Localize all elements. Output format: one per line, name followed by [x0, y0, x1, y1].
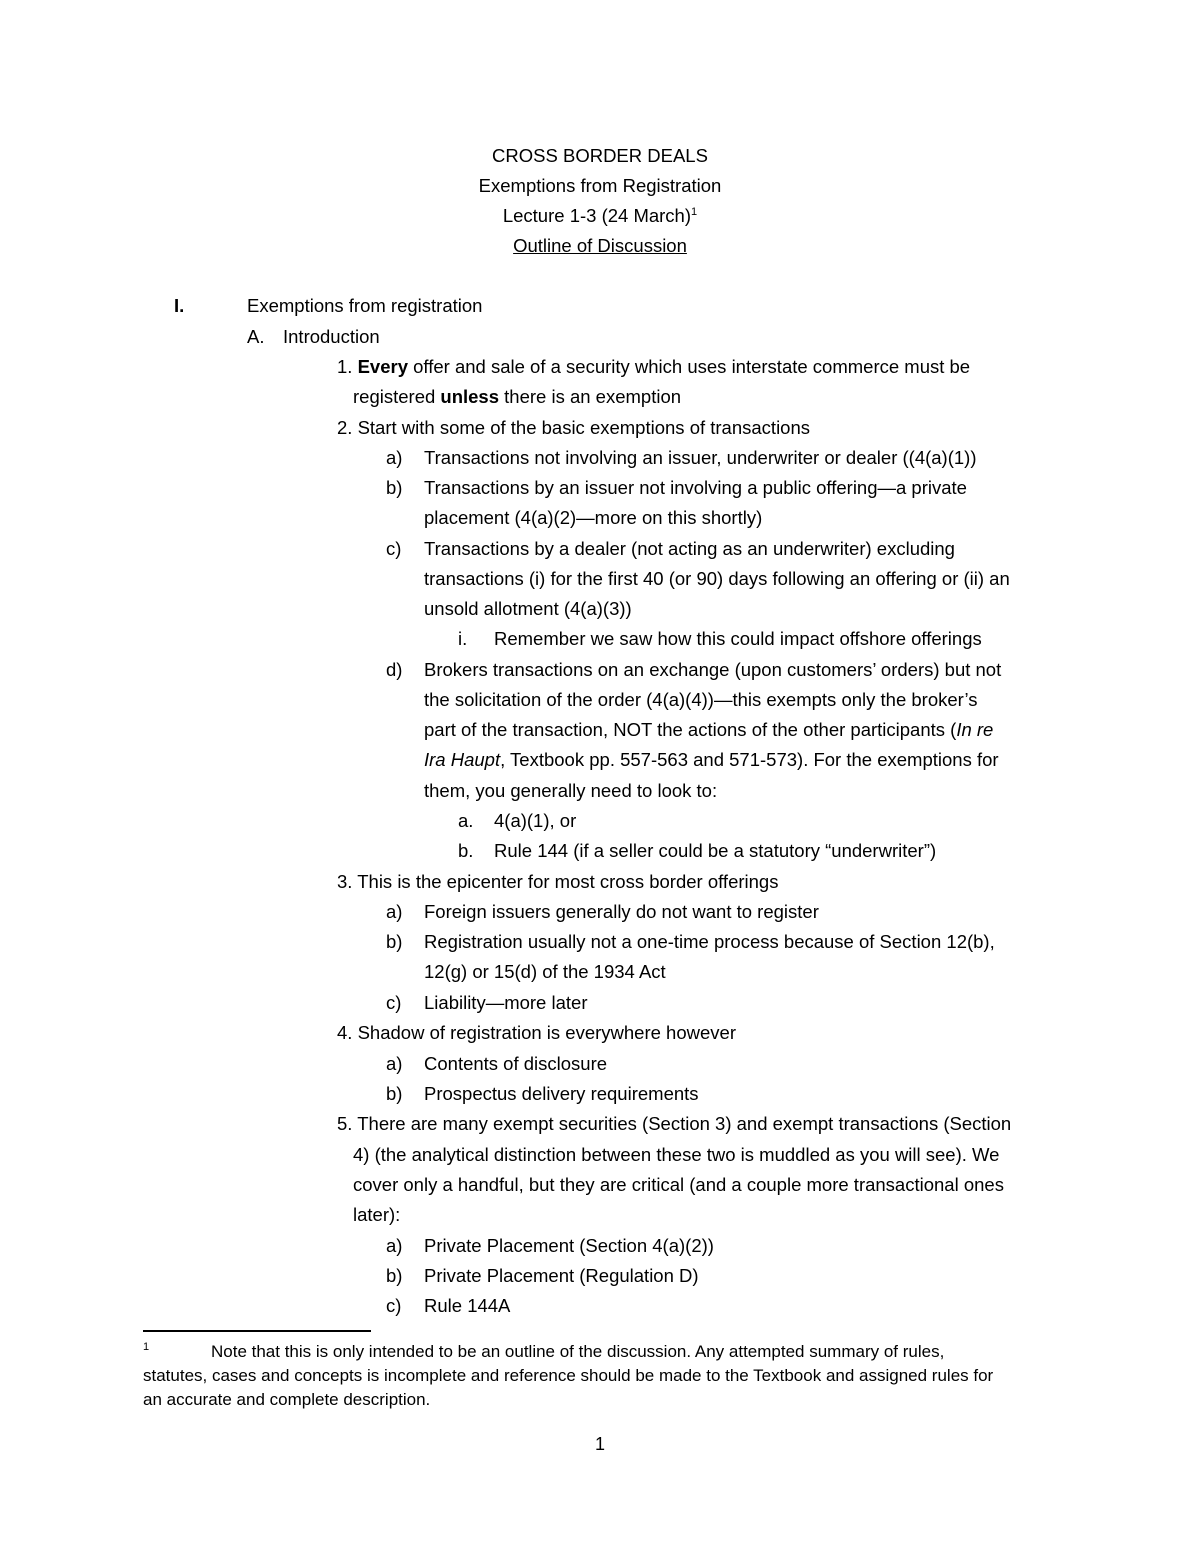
- list-item: Private Placement (Section 4(a)(2)): [424, 1235, 714, 1256]
- item-marker: c): [386, 1295, 402, 1316]
- lecture-line: [0, 201, 1200, 231]
- case-name: In re: [956, 719, 994, 740]
- section-heading: Exemptions from registration: [247, 295, 483, 316]
- list-item: Transactions not involving an issuer, underwriter or dealer ((4(a)(1)): [424, 447, 977, 468]
- emphasis-text: unless: [440, 386, 500, 407]
- item-marker: a): [386, 1053, 403, 1074]
- page-number: 1: [594, 1434, 605, 1454]
- outline-heading-text: Outline of Discussion: [513, 235, 687, 256]
- list-item: Contents of disclosure: [424, 1053, 608, 1074]
- list-item: 5. There are many exempt securities (Section 3) and exempt transactions (Section: [337, 1113, 1012, 1134]
- list-item-continuation: transactions (i) for the first 40 (or 90) days following an offering or (ii) an: [424, 568, 1010, 589]
- emphasis-text: Every: [357, 356, 408, 377]
- item-marker: b): [386, 1083, 403, 1104]
- list-item: Brokers transactions on an exchange (upon customers’ orders) but not: [424, 659, 1002, 680]
- list-item-continuation: them, you generally need to look to:: [424, 780, 718, 801]
- item-marker: a): [386, 447, 403, 468]
- list-item-continuation: cover only a handful, but they are critical (and a couple more transactional ones: [353, 1174, 1004, 1195]
- footnote-separator: [143, 1330, 371, 1332]
- item-marker: a): [386, 1235, 403, 1256]
- item-marker: b): [386, 477, 403, 498]
- list-item: Rule 144A: [424, 1295, 511, 1316]
- list-item: Rule 144 (if a seller could be a statutory “underwriter”): [494, 840, 937, 861]
- case-name: Ira Haupt: [424, 749, 501, 770]
- footnote-ref: 1: [691, 205, 698, 218]
- item-marker: b): [386, 1265, 403, 1286]
- list-item: Liability—more later: [424, 992, 588, 1013]
- list-item-continuation: unsold allotment (4(a)(3)): [424, 598, 632, 619]
- item-marker: a): [386, 901, 403, 922]
- list-item: 3. This is the epicenter for most cross border offerings: [337, 871, 779, 892]
- footnote-line: statutes, cases and concepts is incomplete and reference should be made to the Textbook and assigned rules for: [143, 1366, 994, 1385]
- list-item: Transactions by a dealer (not acting as an underwriter) excluding: [424, 538, 955, 559]
- footnote-line: an accurate and complete description.: [143, 1390, 431, 1409]
- subsection-number: A.: [247, 326, 265, 347]
- item-marker: c): [386, 538, 402, 559]
- list-item-continuation: placement (4(a)(2)—more on this shortly): [424, 507, 763, 528]
- list-item: Registration usually not a one-time process because of Section 12(b),: [424, 931, 995, 952]
- section-number: I.: [174, 295, 185, 316]
- doc-subtitle: Exemptions from Registration: [478, 175, 722, 196]
- item-marker: b): [386, 931, 403, 952]
- list-item-continuation: 4) (the analytical distinction between these two is muddled as you will see). We: [353, 1144, 1000, 1165]
- list-item: 4(a)(1), or: [494, 810, 577, 831]
- list-item: Transactions by an issuer not involving a public offering—a private: [424, 477, 967, 498]
- list-item: Foreign issuers generally do not want to register: [424, 901, 819, 922]
- subsection-heading: Introduction: [283, 326, 380, 347]
- footnote-line: 1 Note that this is only intended to be an outline of the discussion. Any attempted summary of rules,: [143, 1341, 945, 1361]
- list-item: 1. Every offer and sale of a security which uses interstate commerce must be: [337, 356, 971, 377]
- list-item-continuation: Ira Haupt, Textbook pp. 557-563 and 571-573). For the exemptions for: [424, 749, 999, 770]
- list-item: Remember we saw how this could impact offshore offerings: [494, 628, 982, 649]
- list-item-continuation: registered unless there is an exemption: [353, 386, 682, 407]
- list-item: 2. Start with some of the basic exemptions of transactions: [337, 417, 811, 438]
- list-item-continuation: part of the transaction, NOT the actions of the other participants (In re: [424, 719, 994, 740]
- lecture-text: Lecture 1-3 (24 March): [502, 205, 692, 226]
- item-marker: c): [386, 992, 402, 1013]
- item-marker: i.: [458, 628, 468, 649]
- list-item-continuation: 12(g) or 15(d) of the 1934 Act: [424, 961, 666, 982]
- item-marker: b.: [458, 840, 474, 861]
- list-item-continuation: the solicitation of the order (4(a)(4))—this exempts only the broker’s: [424, 689, 978, 710]
- outline-heading: [0, 231, 1200, 261]
- list-item: Private Placement (Regulation D): [424, 1265, 699, 1286]
- item-marker: a.: [458, 810, 474, 831]
- list-item: Prospectus delivery requirements: [424, 1083, 699, 1104]
- list-item-continuation: later):: [353, 1204, 401, 1225]
- item-marker: d): [386, 659, 403, 680]
- doc-title: CROSS BORDER DEALS: [492, 145, 708, 166]
- list-item: 4. Shadow of registration is everywhere however: [337, 1022, 736, 1043]
